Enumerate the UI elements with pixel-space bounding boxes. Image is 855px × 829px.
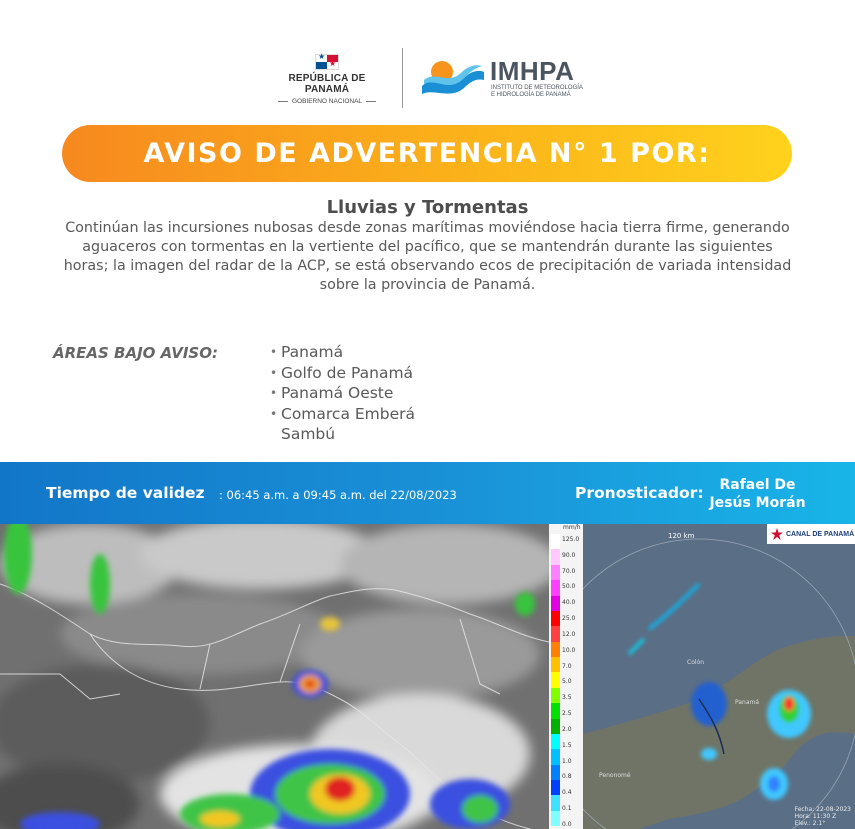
area-item: • Panamá Oeste [270,383,460,404]
legend-tick: 125.0 [562,536,580,543]
legend-tick: 90.0 [562,551,576,559]
legend-tick: 50.0 [562,583,576,591]
legend-tick: 0.8 [562,773,572,781]
legend-swatch [551,765,560,780]
legend-swatch [551,596,560,611]
legend-tick: 3.5 [562,694,572,702]
satellite-picture [0,524,549,829]
legend-swatch [551,565,560,580]
radar-image [549,524,855,829]
imhpa-wave-icon [420,58,484,98]
legend-swatch [551,811,560,826]
radar-elev: Elev.: 2.1° [794,820,826,827]
legend-tick: 1.5 [562,741,572,749]
areas-label: ÁREAS BAJO AVISO: [53,344,218,362]
canal-brand: CANAL DE PANAMÁ [786,530,855,538]
legend-tick: 2.5 [562,710,572,718]
satellite-image [0,524,549,829]
legend-swatch [551,688,560,703]
forecaster-label [575,484,704,502]
legend-tick: 10.0 [562,646,576,654]
legend-swatch [551,549,560,564]
header-logos [0,48,855,110]
areas-list [270,342,460,445]
legend-tick: 25.0 [562,615,576,623]
legend-swatch [551,657,560,672]
area-item: • Golfo de Panamá [270,363,460,384]
city-panama: Panamá [735,699,760,706]
area-item: • Panamá [270,342,460,363]
legend-tick: 40.0 [562,599,576,607]
canal-star-icon [771,528,783,540]
radar-metadata [795,806,851,827]
legend-tick: 2.0 [562,725,572,733]
panama-flag-icon [315,54,339,70]
agency-subtitle [491,85,583,99]
legend-swatch [551,534,560,549]
legend-tick: 70.0 [562,567,576,575]
radar-date: Fecha: 22-08-2023 [794,806,851,813]
alert-description: Continúan las incursiones nubosas desde zonas marítimas moviéndose hacia tierra firme, generando aguaceros con tormentas en la vertiente del pacífico, que se mantendrán durante las siguientes horas; la imagen del radar de la ACP, se está observando ecos de precipitación de variada intensidad sobre la provincia de Panamá. [63,220,792,293]
legend-swatch [551,626,560,641]
radar-time: Hora: 11:30 Z [794,813,837,820]
legend-swatch [551,580,560,595]
alert-banner [62,125,792,182]
legend-color-bar [551,534,560,826]
legend-swatch [551,795,560,810]
legend-tick: 5.0 [562,678,572,686]
republic-title: REPÚBLICA DE PANAMÁ [288,73,366,95]
hazard-title: Lluvias y Tormentas [326,197,529,218]
agency-subtitle-line1: INSTITUTO DE METEOROLOGÍA [491,85,583,91]
validity-label: Tiempo de validez [46,484,205,502]
legend-ticks [562,536,584,828]
legend-tick: 0.1 [562,805,572,813]
agency-name: IMHPA [490,56,575,86]
legend-tick: 1.0 [562,757,572,765]
legend-swatch [551,780,560,795]
legend-tick: 0.4 [562,789,572,797]
area-item: • Comarca Emberá Sambú [270,404,460,445]
agency-subtitle-line2: E HIDROLOGÍA DE PANAMÁ [491,92,571,98]
republic-logo [268,54,386,105]
legend-swatch [551,672,560,687]
radar-legend [549,524,583,829]
legend-swatch [551,703,560,718]
forecaster-name: Rafael De Jesús Morán [709,477,806,511]
info-bar [0,462,855,524]
canal-logo [767,524,855,544]
legend-tick: 0.0 [562,820,572,828]
forecaster-label-text: Pronosticador [575,484,698,502]
legend-swatch [551,642,560,657]
legend-swatch [551,749,560,764]
banner-title: AVISO DE ADVERTENCIA N° 1 POR: [143,138,711,169]
city-penonome: Penonomé [599,772,631,779]
legend-tick: 12.0 [562,630,576,638]
validity-value: : 06:45 a.m. a 09:45 a.m. del 22/08/2023 [219,488,457,502]
republic-subtitle: GOBIERNO NACIONAL [268,98,386,105]
radar-picture [549,524,855,829]
legend-swatch [551,719,560,734]
radar-range-label: 120 km [668,532,695,540]
legend-tick: 7.0 [562,662,572,670]
legend-unit: mm/h [563,524,581,531]
logo-divider [402,48,403,108]
legend-swatch [551,611,560,626]
legend-swatch [551,734,560,749]
city-colon: Colón [687,659,705,666]
forecaster-label-colon: : [697,484,704,502]
